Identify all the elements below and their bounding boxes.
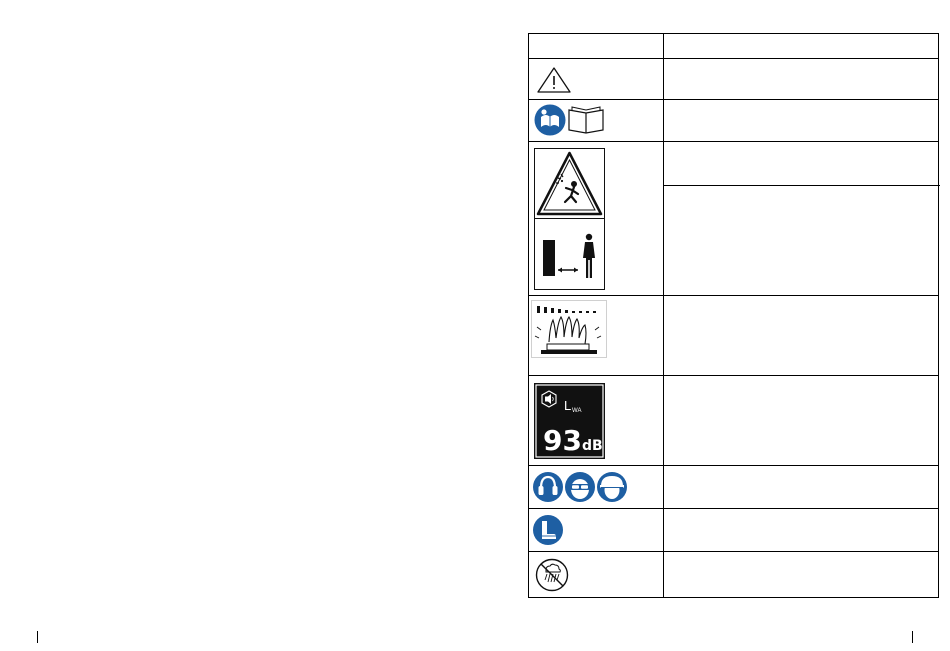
row-divider (663, 185, 940, 186)
column-divider (663, 34, 664, 597)
row-divider (529, 551, 938, 552)
row-divider (529, 141, 938, 142)
row-divider (529, 58, 938, 59)
safety-boots-icon (532, 514, 564, 546)
row-divider (529, 295, 938, 296)
ear-protection-icon (533, 472, 563, 502)
flying-debris-warning-icon (534, 148, 605, 220)
sound-level-value: 93 (543, 424, 582, 457)
read-manual-icon (533, 102, 605, 138)
ear-eye-head-protection-icon (532, 471, 628, 503)
keep-distance-icon (534, 218, 605, 290)
row-divider (529, 465, 938, 466)
hot-surface-hand-icon (531, 300, 607, 358)
eye-protection-icon (565, 472, 595, 502)
head-protection-icon (597, 472, 627, 502)
page-margin-mark-left (37, 631, 38, 643)
row-divider (529, 375, 938, 376)
row-divider (529, 99, 938, 100)
page-margin-mark-right (912, 631, 913, 643)
warning-triangle-icon (536, 66, 572, 94)
no-rain-exposure-icon (535, 558, 569, 592)
sound-level-unit: dB (582, 438, 603, 454)
sound-symbol-subscript: WA (572, 408, 582, 414)
sound-power-level-icon (534, 383, 605, 459)
sound-symbol-label: L (564, 398, 572, 413)
safety-symbols-table (528, 33, 939, 598)
row-divider (529, 508, 938, 509)
